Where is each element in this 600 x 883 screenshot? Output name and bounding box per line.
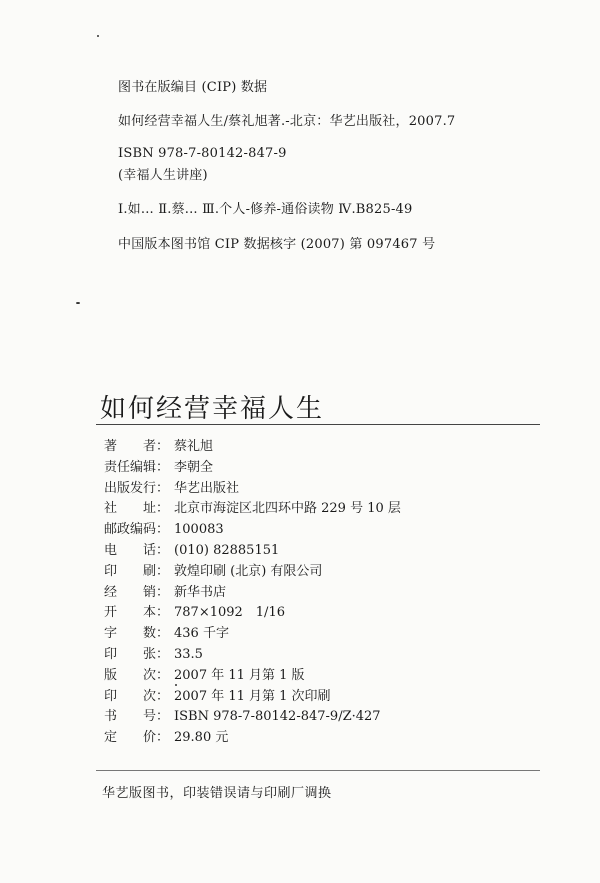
cip-classification: Ⅰ.如... Ⅱ.蔡... Ⅲ.个人-修养-通俗读物 Ⅳ.B825-49 bbox=[118, 202, 413, 217]
info-value: 29.80 元 bbox=[174, 730, 229, 746]
info-row bbox=[104, 664, 305, 684]
info-value: 李朝全 bbox=[174, 459, 214, 475]
info-label: 经 销： bbox=[104, 584, 170, 600]
info-value: 33.5 bbox=[174, 647, 203, 662]
info-label: 印 张： bbox=[104, 647, 170, 662]
info-row bbox=[104, 456, 213, 476]
info-label: 社 址： bbox=[104, 501, 170, 517]
info-row bbox=[104, 560, 322, 580]
cip-isbn: ISBN 978-7-80142-847-9 bbox=[118, 146, 287, 161]
footer-note: 华艺版图书，印装错误请与印刷厂调换 bbox=[102, 786, 332, 801]
info-row bbox=[104, 518, 224, 538]
cip-library-note: 中国版本图书馆 CIP 数据核字 (2007) 第 097467 号 bbox=[118, 237, 436, 252]
info-row bbox=[104, 581, 226, 601]
info-row bbox=[104, 435, 213, 455]
info-label: 印 次： bbox=[104, 688, 170, 704]
info-label: 字 数： bbox=[104, 626, 170, 642]
info-value: 华艺出版社 bbox=[174, 480, 240, 496]
info-row bbox=[104, 477, 239, 497]
info-value: ISBN 978-7-80142-847-9/Z·427 bbox=[174, 709, 381, 725]
info-row bbox=[104, 643, 203, 663]
bottom-rule bbox=[96, 770, 540, 771]
info-label: 著 者： bbox=[104, 439, 170, 454]
info-label: 印 刷： bbox=[104, 563, 170, 579]
top-rule bbox=[96, 424, 540, 425]
cip-heading: 图书在版编目 (CIP) 数据 bbox=[118, 80, 268, 95]
info-value: 2007 年 11 月第 1 次印刷 bbox=[174, 688, 331, 704]
info-label: 书 号： bbox=[104, 709, 170, 725]
info-row bbox=[104, 685, 331, 705]
info-value: (010) 82885151 bbox=[174, 543, 280, 558]
info-value: 北京市海淀区北四环中路 229 号 10 层 bbox=[174, 501, 401, 517]
speck bbox=[76, 302, 80, 304]
speck bbox=[97, 35, 99, 37]
info-row bbox=[104, 601, 285, 621]
cip-record: 如何经营幸福人生/蔡礼旭著.-北京：华艺出版社，2007.7 bbox=[118, 114, 456, 129]
info-row bbox=[104, 497, 401, 517]
info-value: 蔡礼旭 bbox=[174, 439, 214, 454]
info-label: 邮政编码： bbox=[104, 522, 170, 538]
info-row bbox=[104, 726, 228, 746]
info-label: 电 话： bbox=[104, 543, 170, 558]
info-value: 敦煌印刷 (北京) 有限公司 bbox=[174, 563, 323, 579]
info-value: 436 千字 bbox=[174, 626, 229, 642]
info-label: 开 本： bbox=[104, 605, 170, 621]
book-title: 如何经营幸福人生 bbox=[100, 394, 325, 424]
info-row bbox=[104, 539, 279, 559]
info-value: 2007 年 11 月第 1 版 bbox=[174, 667, 305, 683]
info-value: 100083 bbox=[174, 522, 224, 538]
info-label: 责任编辑： bbox=[104, 459, 170, 475]
cip-series: (幸福人生讲座) bbox=[118, 168, 208, 183]
info-row bbox=[104, 622, 229, 642]
info-value: 787×1092 1/16 bbox=[174, 605, 285, 621]
info-label: 出版发行： bbox=[104, 480, 170, 496]
info-row bbox=[104, 705, 381, 725]
info-value: 新华书店 bbox=[174, 584, 227, 600]
info-label: 版 次： bbox=[104, 667, 170, 683]
info-label: 定 价： bbox=[104, 730, 170, 746]
speck bbox=[175, 684, 177, 686]
